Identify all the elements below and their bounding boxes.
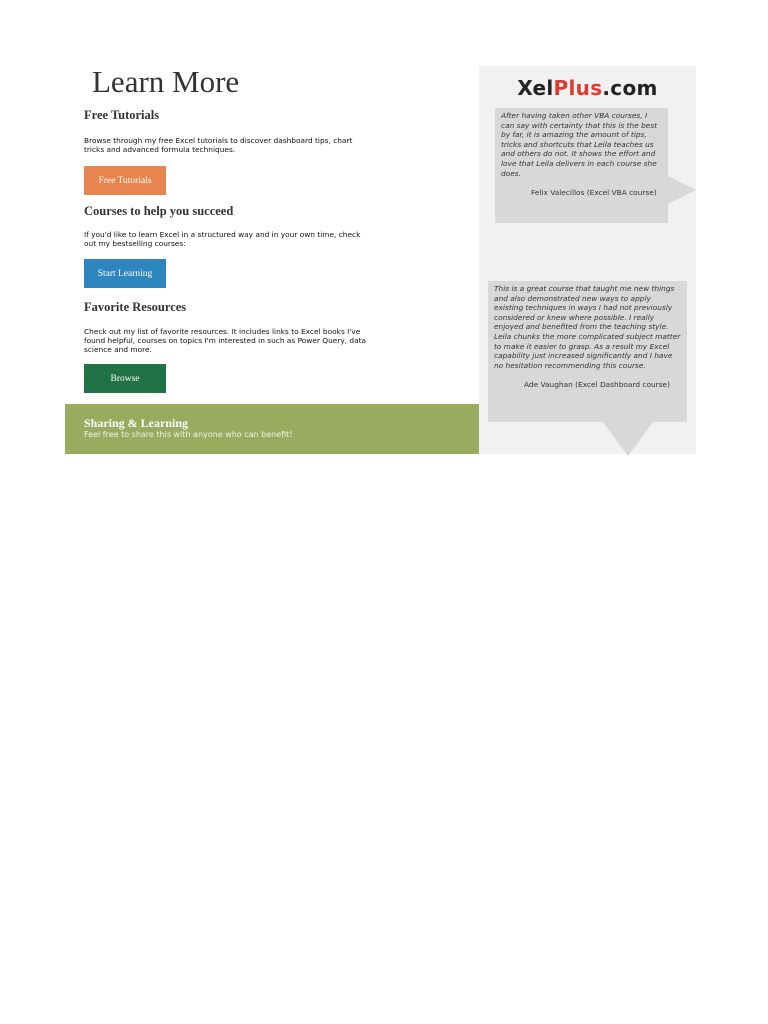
testimonial-2	[488, 281, 687, 422]
testimonial-2-quote: This is a great course that taught me new things and also demonstrated new ways to apply existing techniques in ways I had not previously considered or knew where possible. I really enjoyed and benefited from the teaching style. Leila chunks the more complicated subject matter to make it easier to grasp. As a result my Excel capability just increased significantly and I have no hesitation recommending this course.	[494, 284, 681, 370]
section-heading-courses: Courses to help you succeed	[84, 204, 234, 218]
browse-button[interactable]: Browse	[84, 364, 166, 393]
footer-title: Sharing & Learning	[84, 416, 189, 430]
start-learning-button[interactable]: Start Learning	[84, 259, 166, 288]
testimonial-1-quote: After having taken other VBA courses, I can say with certainty that this is the best by far, it is amazing the amount of tips, tricks and shortcuts that Leila teaches us and others do not. It shows the effort and love that Leila delivers in each course she does.	[501, 111, 658, 178]
logo-part-com: .com	[602, 76, 658, 100]
free-tutorials-button[interactable]: Free Tutorials	[84, 166, 166, 195]
section-description-free-tutorials: Browse through my free Excel tutorials to discover dashboard tips, chart tricks and advanced formula techniques.	[84, 136, 353, 154]
testimonial-sidebar	[479, 66, 696, 454]
section-heading-free-tutorials: Free Tutorials	[84, 108, 160, 122]
speech-pointer-right	[668, 176, 696, 204]
section-description-favorite-resources: Check out my list of favorite resources. It includes links to Excel books I've found helpful, courses on topics I'm interested in such as Power Query, data science and more.	[84, 327, 367, 354]
testimonial-1	[495, 108, 668, 223]
section-description-courses: If you'd like to learn Excel in a structured way and in your own time, check out my bestselling courses:	[84, 230, 361, 248]
testimonial-1-author	[501, 188, 662, 198]
speech-pointer-down	[603, 422, 653, 456]
testimonial-1-author-name: Felix Valecillos (Excel VBA course)	[531, 188, 657, 198]
testimonial-2-author-name: Ade Vaughan (Excel Dashboard course)	[524, 380, 670, 390]
logo-part-plus: Plus	[553, 76, 603, 100]
page-title: Learn More	[92, 64, 240, 99]
testimonial-2-author	[494, 380, 681, 390]
logo-part-xel: Xel	[517, 76, 554, 100]
xelplus-logo[interactable]	[479, 76, 696, 100]
footer-subtitle: Feel free to share this with anyone who can benefit!	[84, 430, 293, 439]
footer-band	[65, 404, 479, 454]
section-heading-favorite-resources: Favorite Resources	[84, 300, 187, 314]
